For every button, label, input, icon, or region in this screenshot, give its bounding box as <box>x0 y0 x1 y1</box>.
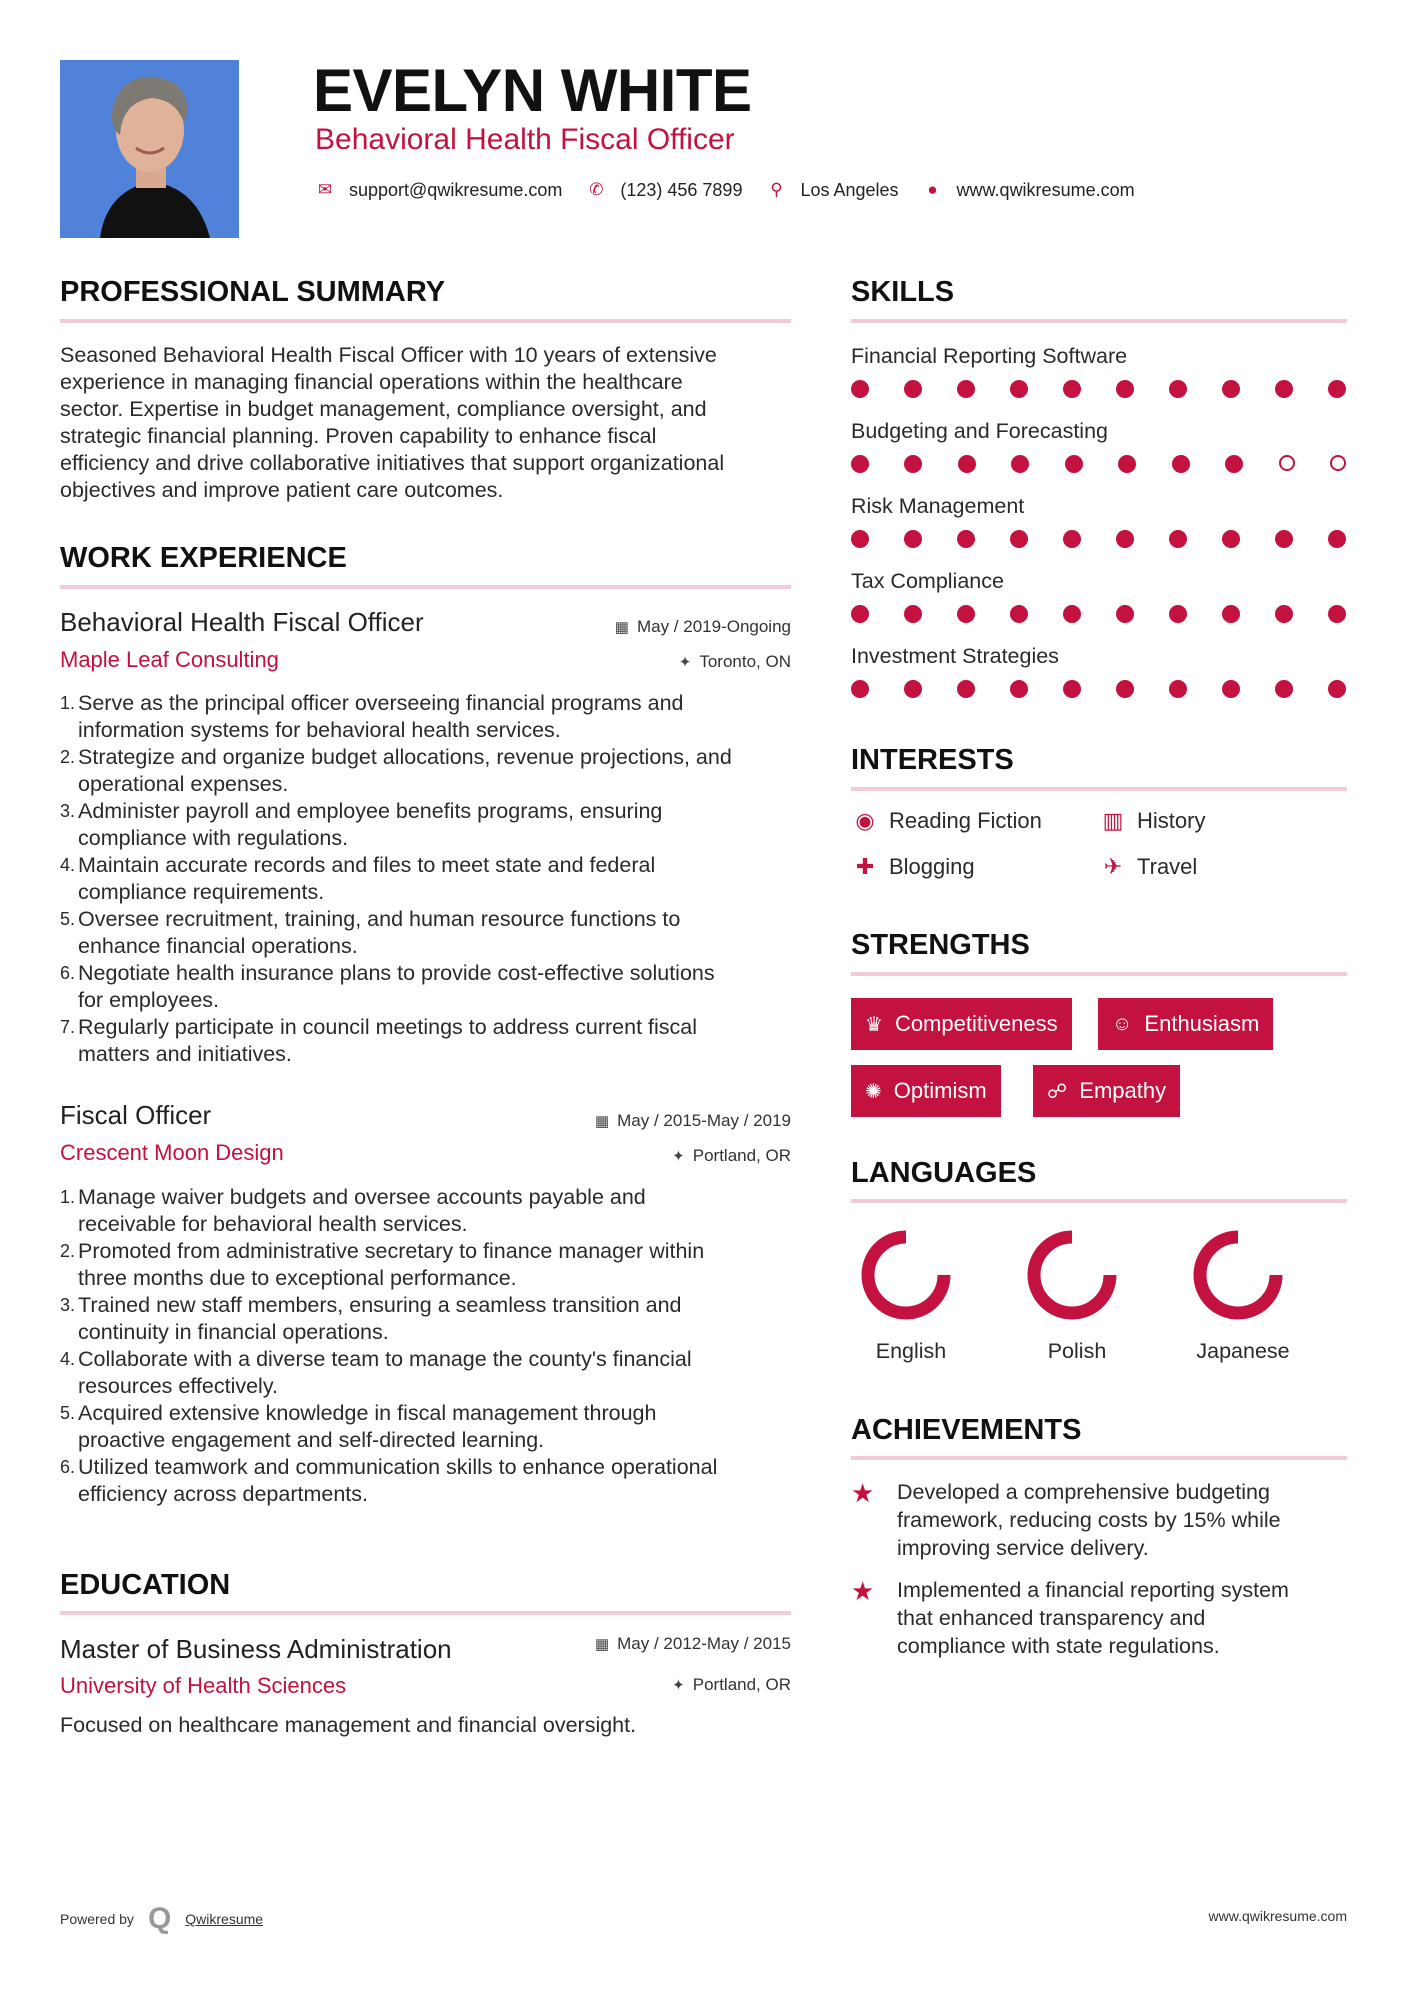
list-item: 5. Oversee recruitment, training, and human resource functions to enhance financial operations. <box>60 907 681 958</box>
language-label: English <box>875 1339 947 1363</box>
language-item <box>851 1220 961 1335</box>
education-heading: EDUCATION <box>60 1569 231 1601</box>
gamepad-icon: ◉ <box>855 808 875 833</box>
skill-dot-filled <box>1225 455 1243 473</box>
job-location-text: Toronto, ON <box>699 652 791 671</box>
interest-label: History <box>1137 808 1206 833</box>
skill-dot-filled <box>1222 605 1240 623</box>
skill-label: Tax Compliance <box>851 569 1004 593</box>
achievement-text: Developed a comprehensive budgeting framework, reducing costs by 15% while improving service delivery. <box>897 1480 1281 1560</box>
list-item: 4. Maintain accurate records and files to meet state and federal compliance requirements. <box>60 853 656 904</box>
job-dates <box>615 616 791 639</box>
users-icon: ✚ <box>855 854 875 879</box>
summary-line: efficiency and drive collaborative initiatives that support organizational <box>60 451 725 475</box>
education-dates <box>595 1633 791 1656</box>
qwikresume-logo-icon: Q <box>147 1902 172 1935</box>
footer-powered <box>60 1902 263 1936</box>
skill-dot-filled <box>1172 455 1190 473</box>
skill-dot-filled <box>1063 530 1081 548</box>
skill-dot-filled <box>1010 380 1028 398</box>
skill-rating <box>851 530 1346 548</box>
skill-dot-filled <box>1063 605 1081 623</box>
skill-dot-filled <box>904 605 922 623</box>
skill-dot-filled <box>851 455 869 473</box>
achievement-text: Implemented a financial reporting system that enhanced transparency and compliance with state regulations. <box>897 1578 1289 1658</box>
list-item: 2. Strategize and organize budget allocations, revenue projections, and operational expenses. <box>60 745 732 796</box>
calendar-icon: ▦ <box>594 1636 610 1653</box>
star-icon: ★ <box>851 1478 875 1508</box>
job-title: Fiscal Officer <box>60 1100 212 1130</box>
skill-rating <box>851 680 1346 698</box>
job-location-text: Portland, OR <box>692 1146 791 1165</box>
skill-dot-filled <box>1116 380 1134 398</box>
experience-divider <box>60 585 791 589</box>
skill-dot-filled <box>1169 530 1187 548</box>
language-gauge <box>1017 1220 1127 1330</box>
handshake-icon: ☍ <box>1047 1080 1068 1103</box>
education-dates-text: May / 2012-May / 2015 <box>617 1634 791 1653</box>
language-gauge <box>851 1220 961 1330</box>
skill-label: Investment Strategies <box>851 644 1059 668</box>
summary-line: Seasoned Behavioral Health Fiscal Officer with 10 years of extensive <box>60 343 717 367</box>
skill-dot-filled <box>1328 680 1346 698</box>
skill-item <box>851 567 1351 642</box>
powered-by-text: Powered by <box>60 1911 134 1927</box>
skill-item <box>851 417 1351 492</box>
strength-label: Enthusiasm <box>1144 1011 1260 1036</box>
contact-location: Los Angeles <box>800 179 899 200</box>
job-location <box>679 651 791 674</box>
candidate-title: Behavioral Health Fiscal Officer <box>315 123 735 156</box>
skill-dot-filled <box>1169 680 1187 698</box>
strength-badge <box>1098 998 1273 1050</box>
list-item: 6. Negotiate health insurance plans to provide cost-effective solutions for employees. <box>60 961 715 1012</box>
language-item <box>1183 1220 1293 1335</box>
summary-divider <box>60 319 791 323</box>
summary-text <box>60 342 800 504</box>
job-duties <box>60 690 828 1068</box>
strength-badge <box>1033 1065 1180 1117</box>
skills-heading: SKILLS <box>851 276 955 308</box>
skill-dot-filled <box>904 455 922 473</box>
skill-dot-empty <box>1330 455 1346 471</box>
skill-dot-filled <box>1010 605 1028 623</box>
skill-dot-filled <box>1116 605 1134 623</box>
experience-heading: WORK EXPERIENCE <box>60 542 347 574</box>
skill-dot-filled <box>1169 605 1187 623</box>
language-arc <box>1200 1237 1276 1313</box>
calendar-icon: ▦ <box>594 1113 610 1130</box>
strength-label: Empathy <box>1079 1078 1167 1103</box>
contact-phone[interactable]: (123) 456 7899 <box>620 179 743 200</box>
company-name: Crescent Moon Design <box>60 1140 284 1165</box>
language-label: Polish <box>1047 1339 1107 1363</box>
skill-dot-filled <box>1328 605 1346 623</box>
pin-icon: ✦ <box>672 1148 685 1165</box>
skill-dot-filled <box>1116 680 1134 698</box>
skill-dot-filled <box>958 455 976 473</box>
strengths-heading: STRENGTHS <box>851 929 1030 961</box>
skill-dot-filled <box>1222 530 1240 548</box>
strengths-divider <box>851 972 1347 976</box>
pin-icon: ✦ <box>678 654 692 671</box>
language-item <box>1017 1220 1127 1335</box>
language-arc <box>868 1237 944 1313</box>
skill-dot-filled <box>851 680 869 698</box>
job-duties <box>60 1184 828 1508</box>
map-pin-icon: ⚲ <box>770 180 783 199</box>
skill-dot-filled <box>1116 530 1134 548</box>
trophy-icon: ♛ <box>865 1013 883 1036</box>
skill-item <box>851 642 1351 717</box>
footer-website[interactable]: www.qwikresume.com <box>1208 1908 1347 1924</box>
achievement-item <box>851 1576 1351 1660</box>
language-gauge <box>1183 1220 1293 1330</box>
interest-label: Travel <box>1137 854 1198 879</box>
language-arc <box>1034 1237 1110 1313</box>
skill-dot-filled <box>1328 380 1346 398</box>
brand-link[interactable]: Qwikresume <box>185 1911 264 1927</box>
skill-dot-filled <box>1222 380 1240 398</box>
skill-dot-filled <box>904 680 922 698</box>
job-dates-text: May / 2015-May / 2019 <box>617 1111 791 1130</box>
interests-divider <box>851 787 1347 791</box>
degree-title: Master of Business Administration <box>60 1634 452 1664</box>
skill-dot-filled <box>1010 530 1028 548</box>
skill-dot-empty <box>1279 455 1295 471</box>
skill-dot-filled <box>1275 380 1293 398</box>
interest-item <box>1099 854 1197 880</box>
language-label: Japanese <box>1196 1339 1290 1363</box>
company-name: Maple Leaf Consulting <box>60 647 279 672</box>
globe-icon: ● <box>927 180 938 199</box>
contact-website[interactable]: www.qwikresume.com <box>956 179 1135 200</box>
skill-dot-filled <box>851 530 869 548</box>
skill-dot-filled <box>1010 680 1028 698</box>
skill-rating <box>851 455 1346 473</box>
list-item: 5. Acquired extensive knowledge in fiscal management through proactive engagement and self-directed learning. <box>60 1401 657 1452</box>
list-item: 3. Administer payroll and employee benefits programs, ensuring compliance with regulations. <box>60 799 663 850</box>
plane-icon: ✈ <box>1103 854 1123 879</box>
profile-photo <box>60 60 239 238</box>
skill-item <box>851 492 1351 567</box>
bank-icon: ▥ <box>1102 808 1124 833</box>
skill-dot-filled <box>957 680 975 698</box>
summary-line: sector. Expertise in budget management, compliance oversight, and <box>60 397 707 421</box>
achievement-item <box>851 1478 1351 1562</box>
strength-label: Competitiveness <box>894 1011 1058 1036</box>
skill-dot-filled <box>1275 530 1293 548</box>
achievements-heading: ACHIEVEMENTS <box>851 1414 1082 1446</box>
interests-heading: INTERESTS <box>851 744 1014 776</box>
strength-badge <box>851 1065 1001 1117</box>
skill-dot-filled <box>851 380 869 398</box>
interest-label: Reading Fiction <box>889 808 1042 833</box>
education-note: Focused on healthcare management and financial oversight. <box>60 1713 637 1737</box>
contact-email[interactable]: support@qwikresume.com <box>349 179 563 200</box>
summary-line: strategic financial planning. Proven capability to enhance fiscal <box>60 424 657 448</box>
pin-icon: ✦ <box>672 1677 685 1694</box>
languages-heading: LANGUAGES <box>851 1157 1037 1189</box>
skill-dot-filled <box>1011 455 1029 473</box>
skill-dot-filled <box>957 530 975 548</box>
interest-item <box>1099 808 1205 834</box>
job-dates <box>595 1110 791 1133</box>
skills-list <box>851 342 1351 717</box>
skill-dot-filled <box>904 530 922 548</box>
list-item: 6. Utilized teamwork and communication skills to enhance operational efficiency across departments. <box>60 1455 718 1506</box>
education-location-text: Portland, OR <box>692 1675 791 1694</box>
education-divider <box>60 1611 791 1615</box>
achievements-divider <box>851 1456 1347 1460</box>
skill-dot-filled <box>1222 680 1240 698</box>
skill-item <box>851 342 1351 417</box>
star-icon: ★ <box>851 1576 875 1606</box>
calendar-icon: ▦ <box>614 619 629 636</box>
skill-dot-filled <box>1063 380 1081 398</box>
interest-label: Blogging <box>889 854 975 879</box>
list-item: 1. Serve as the principal officer overseeing financial programs and information systems for behavioral health services. <box>60 691 684 742</box>
skill-dot-filled <box>1169 380 1187 398</box>
skill-dot-filled <box>1328 530 1346 548</box>
summary-line: experience in managing financial operations within the healthcare <box>60 370 683 394</box>
envelope-icon: ✉ <box>317 180 333 199</box>
job-title: Behavioral Health Fiscal Officer <box>60 607 424 637</box>
list-item: 3. Trained new staff members, ensuring a seamless transition and continuity in financial operations. <box>60 1293 682 1344</box>
list-item: 1. Manage waiver budgets and oversee accounts payable and receivable for behavioral health services. <box>60 1185 646 1236</box>
skill-dot-filled <box>1063 680 1081 698</box>
skill-label: Risk Management <box>851 494 1025 518</box>
skill-dot-filled <box>1275 605 1293 623</box>
summary-heading: PROFESSIONAL SUMMARY <box>60 276 446 308</box>
skill-dot-filled <box>1065 455 1083 473</box>
strength-label: Optimism <box>893 1078 987 1103</box>
avatar <box>60 60 239 238</box>
candidate-name: EVELYN WHITE <box>313 57 752 124</box>
skills-divider <box>851 319 1347 323</box>
skill-dot-filled <box>957 380 975 398</box>
interest-item <box>851 854 975 880</box>
list-item: 4. Collaborate with a diverse team to manage the county's financial resources effectively. <box>60 1347 692 1398</box>
skill-dot-filled <box>1275 680 1293 698</box>
skill-label: Financial Reporting Software <box>851 344 1128 368</box>
phone-icon: ✆ <box>589 180 604 199</box>
summary-line: objectives and improve patient care outcomes. <box>60 478 504 502</box>
school-name: University of Health Sciences <box>60 1673 347 1698</box>
interest-item <box>851 808 1042 834</box>
sun-icon: ✺ <box>865 1080 882 1103</box>
skill-dot-filled <box>904 380 922 398</box>
contact-bar <box>315 176 1159 204</box>
skill-rating <box>851 380 1346 398</box>
job-dates-text: May / 2019-Ongoing <box>636 617 791 636</box>
languages-divider <box>851 1199 1347 1203</box>
skill-dot-filled <box>851 605 869 623</box>
skill-rating <box>851 605 1346 623</box>
skill-label: Budgeting and Forecasting <box>851 419 1108 443</box>
list-item: 7. Regularly participate in council meetings to address current fiscal matters and initiatives. <box>60 1015 698 1066</box>
strength-badge <box>851 998 1072 1050</box>
list-item: 2. Promoted from administrative secretary to finance manager within three months due to exceptional performance. <box>60 1239 705 1290</box>
job-location <box>672 1145 791 1168</box>
skill-dot-filled <box>1118 455 1136 473</box>
skill-dot-filled <box>957 605 975 623</box>
education-location <box>672 1674 791 1697</box>
smile-icon: ☺ <box>1112 1012 1133 1035</box>
